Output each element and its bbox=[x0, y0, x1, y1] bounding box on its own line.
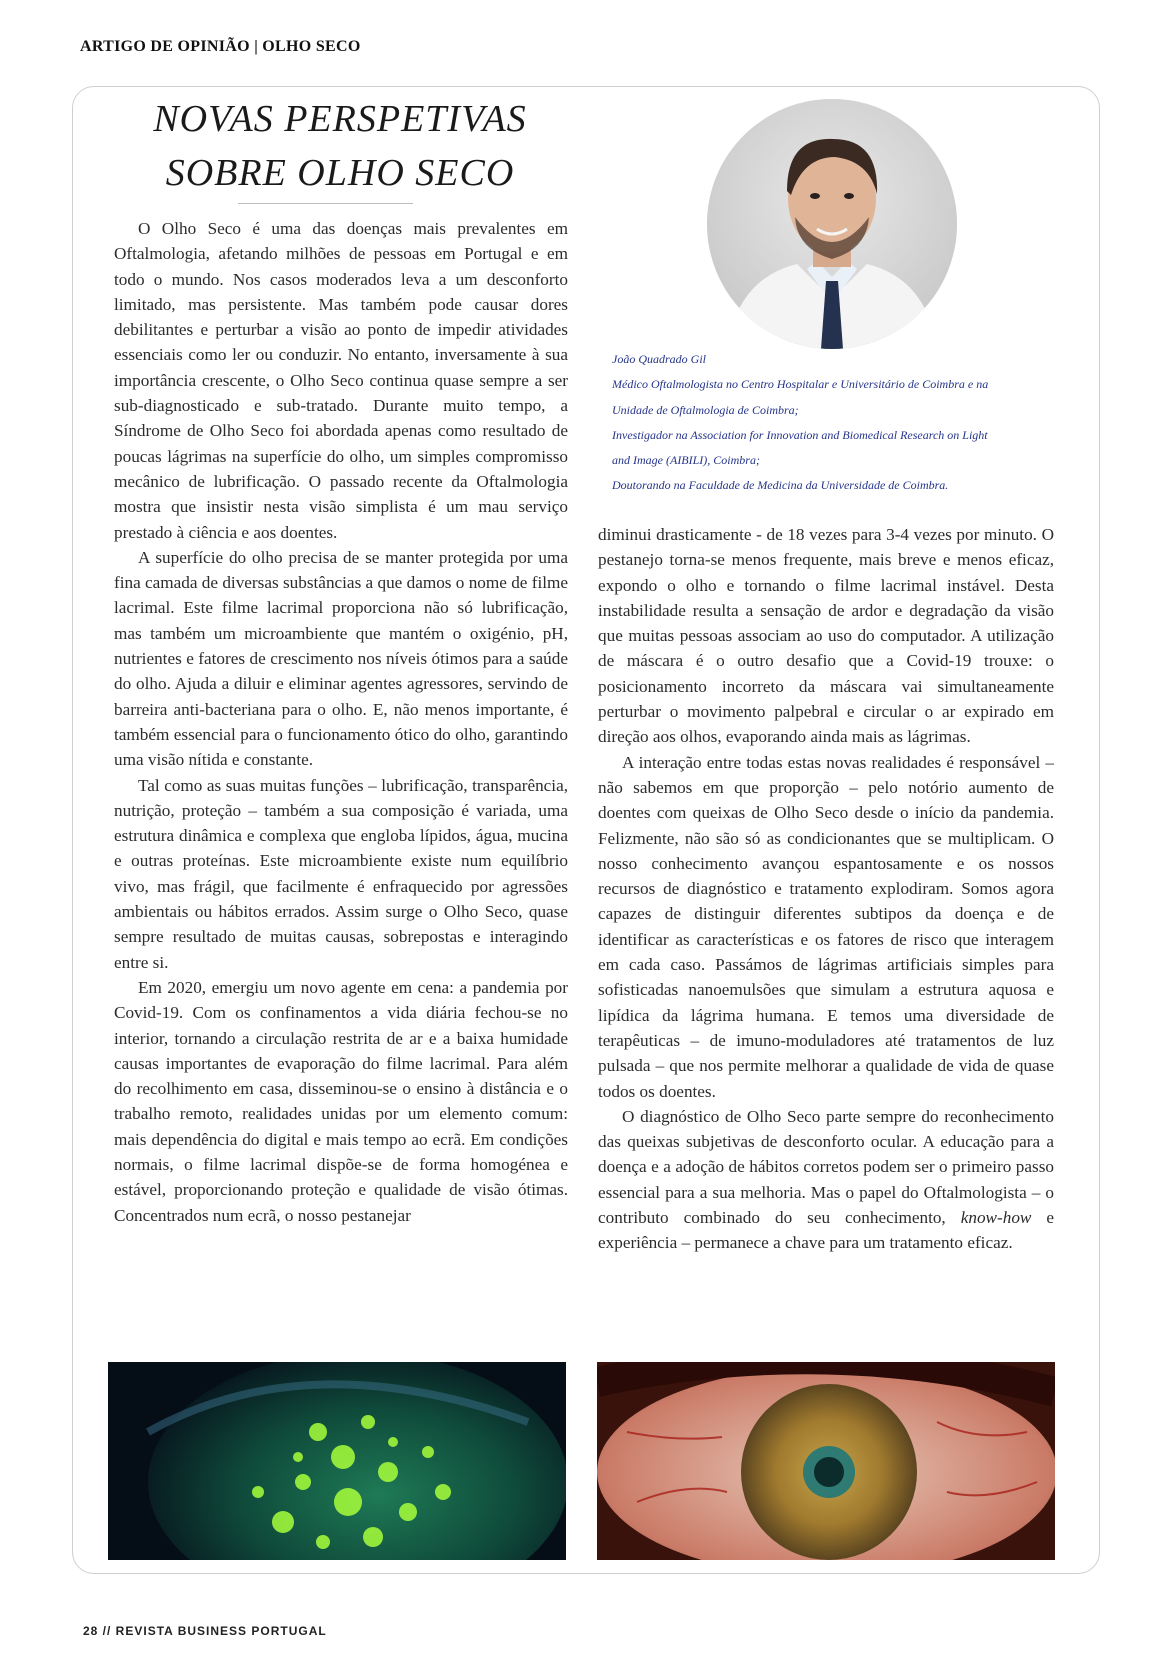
red-eye-image bbox=[597, 1362, 1055, 1560]
paragraph: A superfície do olho precisa de se manter protegida por uma fina camada de diversas substâncias a que damos o nome de filme lacrimal. Este filme lacrimal proporciona não só lubrificação, mas também um microambiente que mantém o oxigénio, pH, nutrientes e fatores de crescimento nos níveis ótimos para a saúde do olho. Ajuda a diluir e eliminar agentes agressores, servindo de barreira anti-bacteriana para o olho. E, não menos importante, é também essencial para o funcionamento ótico do olho, garantindo uma visão nítida e constante. bbox=[114, 547, 568, 770]
text-run: e experiência – permanece a chave para um tratamento eficaz. bbox=[598, 1208, 1054, 1253]
title-line-1: NOVAS PERSPETIVAS bbox=[153, 98, 527, 140]
article-column-left bbox=[114, 216, 568, 1228]
author-credential: Unidade de Oftalmologia de Coimbra; bbox=[612, 402, 799, 417]
paragraph bbox=[598, 1104, 1054, 1256]
article-title bbox=[110, 92, 570, 200]
paragraph: O Olho Seco é uma das doenças mais prevalentes em Oftalmologia, afetando milhões de pessoas em Portugal e em todo o mundo. Nos casos moderados leva a um desconforto limitado, mas persistente. Mas também pode causar dores debilitantes e perturbar a visão ao ponto de impedir atividades essenciais como ler ou conduzir. No entanto, inversamente à sua importância crescente, o Olho Seco continua quase sempre a ser sub-diagnosticado e sub-tratado. Durante muito tempo, a Síndrome de Olho Seco foi abordada apenas como resultado de poucas lágrimas na superfície do olho, um simples compromisso mecânico de lubrificação. O passado recente da Oftalmologia mostra que insistir nesta visão simplista é um mau serviço prestado à ciência e aos doentes. bbox=[114, 219, 568, 542]
author-credential: and Image (AIBILI), Coimbra; bbox=[612, 453, 760, 468]
fluorescein-eye-image bbox=[108, 1362, 566, 1560]
italic-term: know-how bbox=[960, 1208, 1032, 1228]
title-line-2: SOBRE OLHO SECO bbox=[165, 152, 515, 194]
author-credential: Doutorando na Faculdade de Medicina da Universidade de Coimbra. bbox=[612, 478, 949, 493]
page-footer: 28 // REVISTA BUSINESS PORTUGAL bbox=[83, 1624, 327, 1638]
author-credential: Médico Oftalmologista no Centro Hospitalar e Universitário de Coimbra e na bbox=[612, 377, 989, 392]
paragraph: Em 2020, emergiu um novo agente em cena: a pandemia por Covid-19. Com os confinamentos a vida diária fechou-se no interior, tornando a circulação restrita de ar e a baixa humidade causas importantes de evaporação do filme lacrimal. Para além do recolhimento em casa, disseminou-se o ensino à distância e o trabalho remoto, realidades unidas por um elemento comum: mais dependência do digital e mais tempo ao ecrã. Em condições normais, o filme lacrimal dispõe-se de forma homogénea e estável, proporcionando proteção e qualidade de visão ótimas. Concentrados num ecrã, o nosso pestanejar bbox=[114, 977, 568, 1225]
author-name: João Quadrado Gil bbox=[612, 352, 706, 366]
article-column-right bbox=[598, 522, 1054, 1256]
author-caption bbox=[612, 347, 1062, 499]
paragraph: Tal como as suas muitas funções – lubrificação, transparência, nutrição, proteção – também a sua composição é variada, uma estrutura dinâmica e complexa que engloba lípidos, água, mucina e outras proteínas. Este microambiente existe num equilíbrio vivo, mas frágil, que facilmente é enfraquecido por agressões ambientais ou hábitos errados. Assim surge o Olho Seco, quase sempre resultado de muitas causas, sobrepostas e interagindo entre si. bbox=[114, 775, 568, 972]
author-photo bbox=[707, 99, 957, 349]
paragraph: A interação entre todas estas novas realidades é responsável – não sabemos em que proporção – pelo notório aumento de doentes com queixas de Olho Seco desde o início da pandemia. Felizmente, não são só as condicionantes que se multiplicam. O nosso conhecimento avançou espantosamente e os nossos recursos de diagnóstico e tratamento explodiram. Somos agora capazes de distinguir diferentes subtipos da doença e de identificar as características e os fatores de risco que interagem em cada caso. Passámos de lágrimas artificiais simples para sofisticadas nanoemulsões que simulam a estrutura aquosa e lipídica da lágrima humana. E temos uma diversidade de terapêuticas – de imuno-moduladores até tratamentos de luz pulsada – que nos permite melhorar a qualidade de vida de quase todos os doentes. bbox=[598, 752, 1054, 1101]
text-run: O diagnóstico de Olho Seco parte sempre do reconhecimento das queixas subjetivas de desconforto ocular. A educação para a doença e a adoção de hábitos corretos podem ser o primeiro passo essencial para a sua melhoria. Mas o papel do Oftalmologista – o contributo combinado do seu conhecimento, bbox=[598, 1106, 1054, 1228]
author-credential: Investigador na Association for Innovation and Biomedical Research on Light bbox=[612, 427, 988, 442]
paragraph-continuation: diminui drasticamente - de 18 vezes para 3-4 vezes por minuto. O pestanejo torna-se menos frequente, mais breve e menos eficaz, expondo o olho e tornando o filme lacrimal instável. Desta instabilidade resulta a sensação de ardor e degradação da visão que muitas pessoas associam ao uso do computador. A utilização de máscara é o outro desafio que a Covid-19 trouxe: o posicionamento incorreto da máscara vai simultaneamente perturbar o movimento palpebral e circular o ar expirado em direção aos olhos, evaporando ainda mais as lágrimas. bbox=[598, 525, 1054, 747]
title-divider bbox=[238, 203, 413, 204]
section-label: ARTIGO DE OPINIÃO | OLHO SECO bbox=[80, 38, 361, 55]
